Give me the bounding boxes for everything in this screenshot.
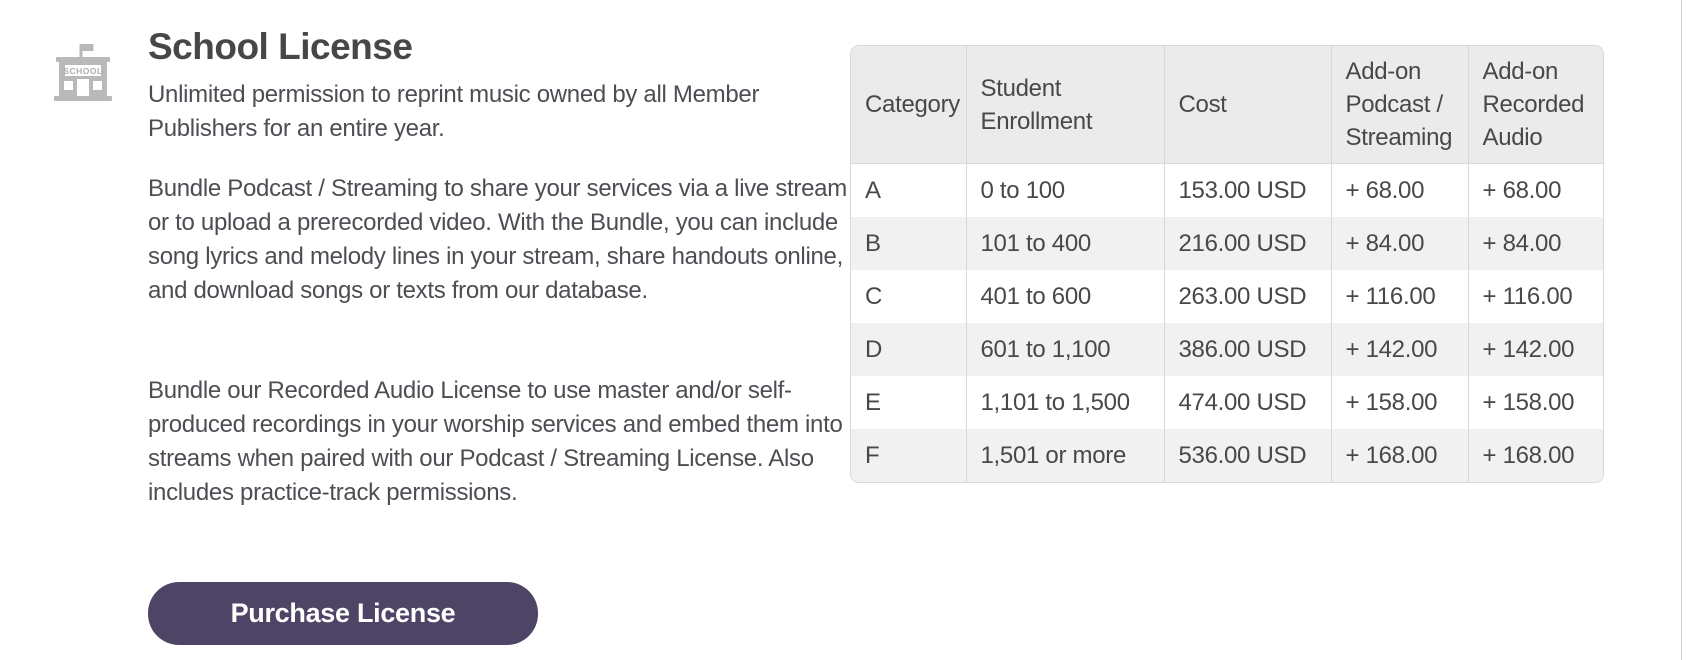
license-description-podcast: Bundle Podcast / Streaming to share your services via a live stream or to upload a prerecorded video. With the Bundle, you can include song lyrics and melody lines in your stream, share handouts online, and download songs or texts from our database. bbox=[148, 175, 847, 304]
cell-enrollment: 1,501 or more bbox=[966, 429, 1164, 482]
table-row bbox=[851, 217, 1604, 270]
school-icon-label: SCHOOL bbox=[63, 66, 103, 76]
table-row bbox=[851, 376, 1604, 429]
table-row bbox=[851, 270, 1604, 323]
cell-category: F bbox=[851, 429, 966, 482]
column-header-podcast-addon: Add-on Podcast / Streaming bbox=[1331, 46, 1468, 164]
column-header-cost: Cost bbox=[1164, 46, 1331, 164]
column-header-audio-addon: Add-on Recorded Audio bbox=[1468, 46, 1604, 164]
cell-cost: 386.00 USD bbox=[1164, 323, 1331, 376]
table-header-row bbox=[851, 46, 1604, 164]
cell-audio-addon: + 142.00 bbox=[1482, 335, 1575, 363]
cell-enrollment: 401 to 600 bbox=[966, 270, 1164, 323]
cell-cost: 263.00 USD bbox=[1164, 270, 1331, 323]
column-header-enrollment: Student Enrollment bbox=[966, 46, 1164, 164]
cell-podcast-addon: + 84.00 bbox=[1331, 217, 1468, 270]
pricing-table-card bbox=[850, 45, 1604, 483]
cell-cost: 536.00 USD bbox=[1164, 429, 1331, 482]
page-title: School License bbox=[148, 26, 413, 67]
cell-podcast-addon: + 116.00 bbox=[1331, 270, 1468, 323]
cell-enrollment: 101 to 400 bbox=[966, 217, 1164, 270]
cell-category: D bbox=[851, 323, 966, 376]
cell-podcast-addon: + 168.00 bbox=[1331, 429, 1468, 482]
cell-enrollment: 601 to 1,100 bbox=[966, 323, 1164, 376]
cell-audio-addon: + 84.00 bbox=[1482, 229, 1562, 257]
column-header-category: Category bbox=[851, 46, 966, 164]
cell-cost: 153.00 USD bbox=[1164, 164, 1331, 218]
cell-category: A bbox=[851, 164, 966, 218]
table-row bbox=[851, 429, 1604, 482]
purchase-license-button[interactable]: Purchase License bbox=[148, 582, 538, 645]
cell-category: C bbox=[851, 270, 966, 323]
cell-enrollment: 1,101 to 1,500 bbox=[966, 376, 1164, 429]
license-subtitle: Unlimited permission to reprint music owned by all Member Publishers for an entire year. bbox=[148, 81, 760, 142]
cell-audio-addon: + 158.00 bbox=[1482, 388, 1575, 416]
license-description-audio: Bundle our Recorded Audio License to use master and/or self-produced recordings in your worship services and embed them into streams when paired with our Podcast / Streaming License. Also includes practice-track permissions. bbox=[148, 377, 843, 506]
cell-category: E bbox=[851, 376, 966, 429]
cell-podcast-addon: + 158.00 bbox=[1331, 376, 1468, 429]
cell-category: B bbox=[851, 217, 966, 270]
cell-audio-addon: + 168.00 bbox=[1482, 441, 1575, 469]
pricing-table bbox=[851, 46, 1604, 482]
cell-enrollment: 0 to 100 bbox=[966, 164, 1164, 218]
cell-cost: 474.00 USD bbox=[1164, 376, 1331, 429]
cell-audio-addon: + 68.00 bbox=[1482, 176, 1562, 204]
cell-podcast-addon: + 142.00 bbox=[1331, 323, 1468, 376]
table-row bbox=[851, 164, 1604, 218]
cell-podcast-addon: + 68.00 bbox=[1331, 164, 1468, 218]
table-row bbox=[851, 323, 1604, 376]
school-icon bbox=[51, 41, 115, 103]
cell-cost: 216.00 USD bbox=[1164, 217, 1331, 270]
cell-audio-addon: + 116.00 bbox=[1482, 282, 1573, 310]
page-edge-divider bbox=[1681, 0, 1682, 660]
